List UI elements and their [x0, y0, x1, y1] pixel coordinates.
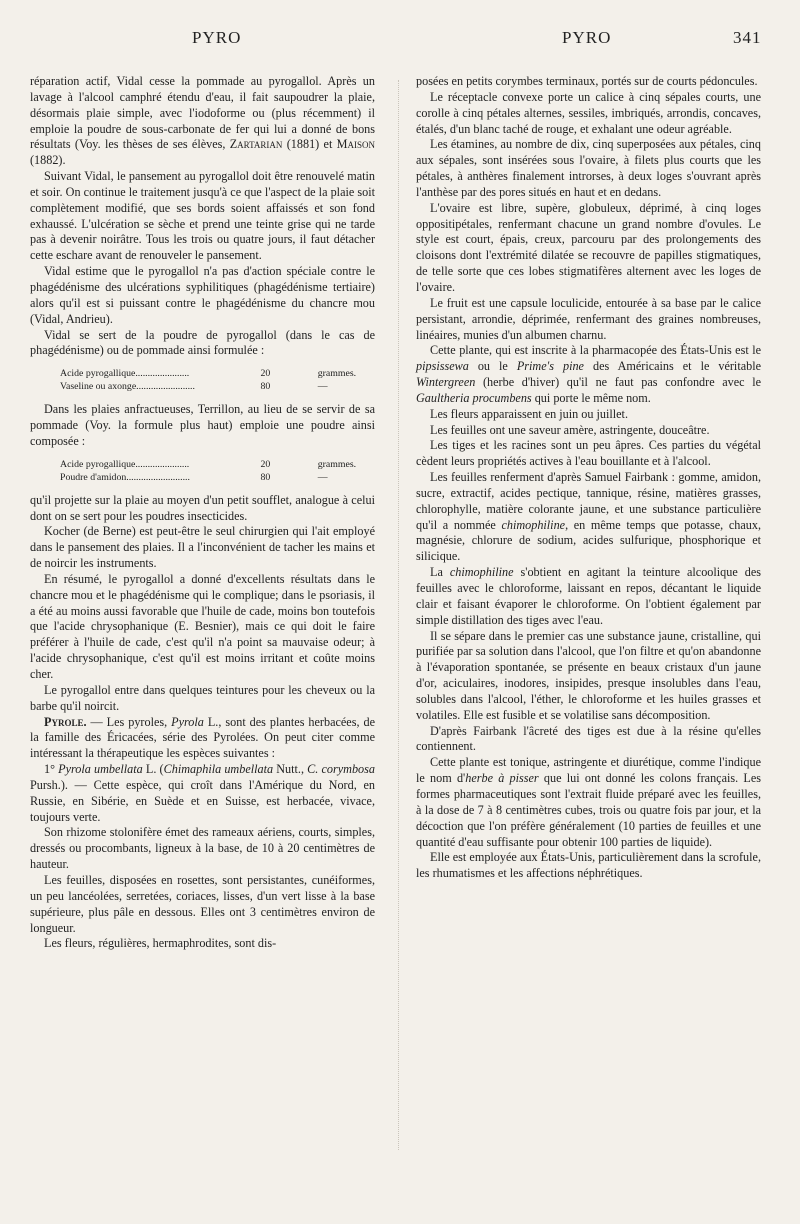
formula-row: Acide pyrogallique...................... 20 grammes. [60, 368, 357, 380]
paragraph: 1° Pyrola umbellata L. (Chimaphila umbellata Nutt., C. corymbosa Pursh.). — Cette espèce, qui croît dans l'Amérique du Nord, en Russie, en Sibérie, en Suède et en Suisse, est herbacée, vivace, toujours verte. [30, 762, 375, 824]
paragraph: Il se sépare dans le premier cas une substance jaune, cristalline, qui purifiée par sa solution dans l'alcool, que l'on filtre et qu'on abandonne à l'évaporation spontanée, se présente en beaux cristaux d'un jaune d'or, aciculaires, inodores, insipides, presque insolubles dans l'eau, solubles dans l'alcool, l'éther, le chloroforme et les huiles grasses et volatiles. Elle est fusible et se volatilise sans décomposition. [416, 628, 761, 722]
paragraph: Le réceptacle convexe porte un calice à cinq sépales courts, une corolle à cinq pétales alternes, sessiles, imbriqués, arrondis, concaves, étalés, d'un blanc taché de rouge, et exhalant une odeur agréable. [416, 89, 761, 136]
paragraph: Elle est employée aux États-Unis, particulièrement dans la scrofule, les rhumatismes et les affections néphrétiques. [416, 850, 761, 881]
paragraph: Dans les plaies anfractueuses, Terrillon, au lieu de se servir de sa pommade (Voy. la formule plus haut) emploie une poudre ainsi composée : [30, 402, 375, 448]
paragraph: Les fleurs, régulières, hermaphrodites, sont dis- [44, 936, 277, 951]
column-divider [398, 80, 400, 1150]
left-column [30, 74, 375, 952]
formula-row: Acide pyrogallique...................... 20 grammes. [60, 458, 357, 470]
paragraph: Les feuilles ont une saveur amère, astringente, douceâtre. [430, 422, 710, 437]
paragraph: D'après Fairbank l'âcreté des tiges est due à la résine qu'elles contiennent. [416, 723, 761, 754]
paragraph: La chimophiline s'obtient en agitant la teinture alcoolique des feuilles avec le chloroforme, laissant en repos, décantant le liquide clair et faisant évaporer le chloroforme. On l'obtient également par simple distillation des tiges avec l'eau. [416, 565, 761, 627]
paragraph: Les étamines, au nombre de dix, cinq superposées aux pétales, cinq aux sépales, sont insérées sous l'ovaire, à filets plus courts que les pétales, à anthères finalement introrses, à deux loges s'ouvrant après l'anthèse par des pores situés en haut et en dedans. [416, 137, 761, 199]
paragraph: Les fleurs apparaissent en juin ou juillet. [430, 406, 628, 421]
page-number: 341 [733, 28, 762, 47]
paragraph: Le pyrogallol entre dans quelques teintures pour les cheveux ou la barbe qu'il noircit. [30, 682, 375, 713]
paragraph: Vidal estime que le pyrogallol n'a pas d'action spéciale contre le phagédénisme des ulcérations syphilitiques (phagédénisme tertiaire) alors qu'il est si puissant contre le phagédénisme du chancre mou (Vidal, Andrieu). [30, 264, 375, 326]
paragraph: Le fruit est une capsule loculicide, entourée à sa base par le calice persistant, arrondie, déprimée, renfermant des graines nombreuses, linéaires, munies d'un albumen charnu. [416, 295, 761, 342]
running-head [0, 28, 800, 58]
paragraph: L'ovaire est libre, supère, globuleux, déprimé, à cinq loges oppositipétales, renfermant chacune un grand nombre d'ovules. Le style est court, épais, creux, parcouru par des prolongements des cloisons dont l'extrémité dilatée se recouvre de papilles stigmatiques, de telle sorte que ces lobes stigmatifères alternent avec les loges de l'ovaire. [416, 200, 761, 294]
entry-paragraph: Pyrole. — Les pyroles, Pyrola L., sont des plantes herbacées, de la famille des Éricacées, série des Pyrolées. On peut citer comme intéressant la thérapeutique les espèces suivantes : [30, 714, 375, 761]
paragraph: Cette plante, qui est inscrite à la pharmacopée des États-Unis est le pipsissewa ou le Prime's pine des Américains et le véritable Wintergreen (herbe d'hiver) qu'il ne faut pas confondre avec le Gaultheria procumbens qui porte le même nom. [416, 343, 762, 405]
paragraph: réparation actif, Vidal cesse la pommade au pyrogallol. Après un lavage à l'alcool camphré étendu d'eau, il fait saupoudrer la plaie, désormais plaie simple, avec l'iodoforme ou (plus récemment) il emploie la poudre de sous-carbonate de fer qui lui a donné de bons résultats (Voy. les thèses de ses élèves, Zartarian (1881) et Maison (1882). [30, 74, 375, 168]
paragraph: qu'il projette sur la plaie au moyen d'un petit soufflet, analogue à celui dont on se sert pour les poudres insecticides. [30, 492, 375, 523]
formula-row: Poudre d'amidon.......................... 80 — [60, 471, 328, 483]
paragraph: Les feuilles renferment d'après Samuel Fairbank : gomme, amidon, sucre, extractif, acides pectique, tannique, résine, matières grasses, chlorophylle, matière colorante jaune, et une substance particulière qu'il a nommée chimophiline, en même temps que potasse, chaux, magnésie, chlorure de sodium, acides sulfurique, phosphorique et silicique. [416, 470, 761, 564]
paragraph: Cette plante est tonique, astringente et diurétique, comme l'indique le nom d'herbe à pisser que lui ont donné les colons français. Les formes pharmaceutiques sont l'extrait fluide préparé avec les feuilles, à la dose de 7 à 8 centimètres cubes, trois ou quatre fois par jour, et la décoction que l'on préfère généralement (10 parties de feuilles et une quantité d'eau suffisante pour obtenir 100 parties de liquide). [416, 755, 761, 849]
left-running-title: PYRO [192, 28, 242, 47]
formula-table [60, 367, 375, 393]
formula-row: Vaseline ou axonge........................ 80 — [60, 381, 328, 393]
formula-table [60, 458, 375, 484]
right-column [416, 74, 761, 882]
paragraph: Les feuilles, disposées en rosettes, sont persistantes, cunéiformes, un peu lancéolées, serretées, coriaces, lisses, d'un vert lisse à la base supérieure, plus pâle en dessous. Elles ont 3 centimètres environ de longueur. [30, 872, 375, 935]
paragraph: posées en petits corymbes terminaux, portés sur de courts pédoncules. [416, 74, 758, 88]
paragraph: Suivant Vidal, le pansement au pyrogallol doit être renouvelé matin et soir. On continue le traitement jusqu'à ce que l'aspect de la plaie soit complètement modifié, que ses bords soient affaissés et son fond exhaussé. L'ulcération se sèche et prend une teinte grise qui ne tarde pas à devenir noirâtre. Tous les trois ou quatre jours, il faut détacher cette eschare avant de renouveler le pansement. [30, 169, 375, 263]
paragraph: En résumé, le pyrogallol a donné d'excellents résultats dans le chancre mou et le phagédénisme qui le complique; dans le psoriasis, il a été au moins aussi favorable que l'huile de cade, moins bon toutefois que l'acide chrysophanique (E. Besnier), mais ce qui doit le faire préférer à l'huile de cade, c'est qu'il n'a point sa mauvaise odeur; à l'acide chrysophanique, c'est qu'il est moins irritant et coûte moins cher. [30, 571, 375, 681]
paragraph: Kocher (de Berne) est peut-être le seul chirurgien qui l'ait employé dans le pansement des plaies. Il a l'inconvénient de tacher les mains et de noircir les instruments. [30, 524, 375, 571]
entry-headword: Pyrole. [44, 714, 87, 729]
paragraph: Vidal se sert de la poudre de pyrogallol (dans le cas de phagédénisme) ou de pommade ainsi formulée : [30, 327, 375, 358]
paragraph: Les tiges et les racines sont un peu âpres. Ces parties du végétal cèdent leurs propriétés actives à l'eau bouillante et à l'alcool. [416, 438, 761, 469]
right-running-title: PYRO [562, 28, 612, 47]
paragraph: Son rhizome stolonifère émet des rameaux aériens, courts, simples, dressés ou procombants, ligneux à la base, de 10 à 20 centimètres de hauteur. [30, 825, 375, 872]
